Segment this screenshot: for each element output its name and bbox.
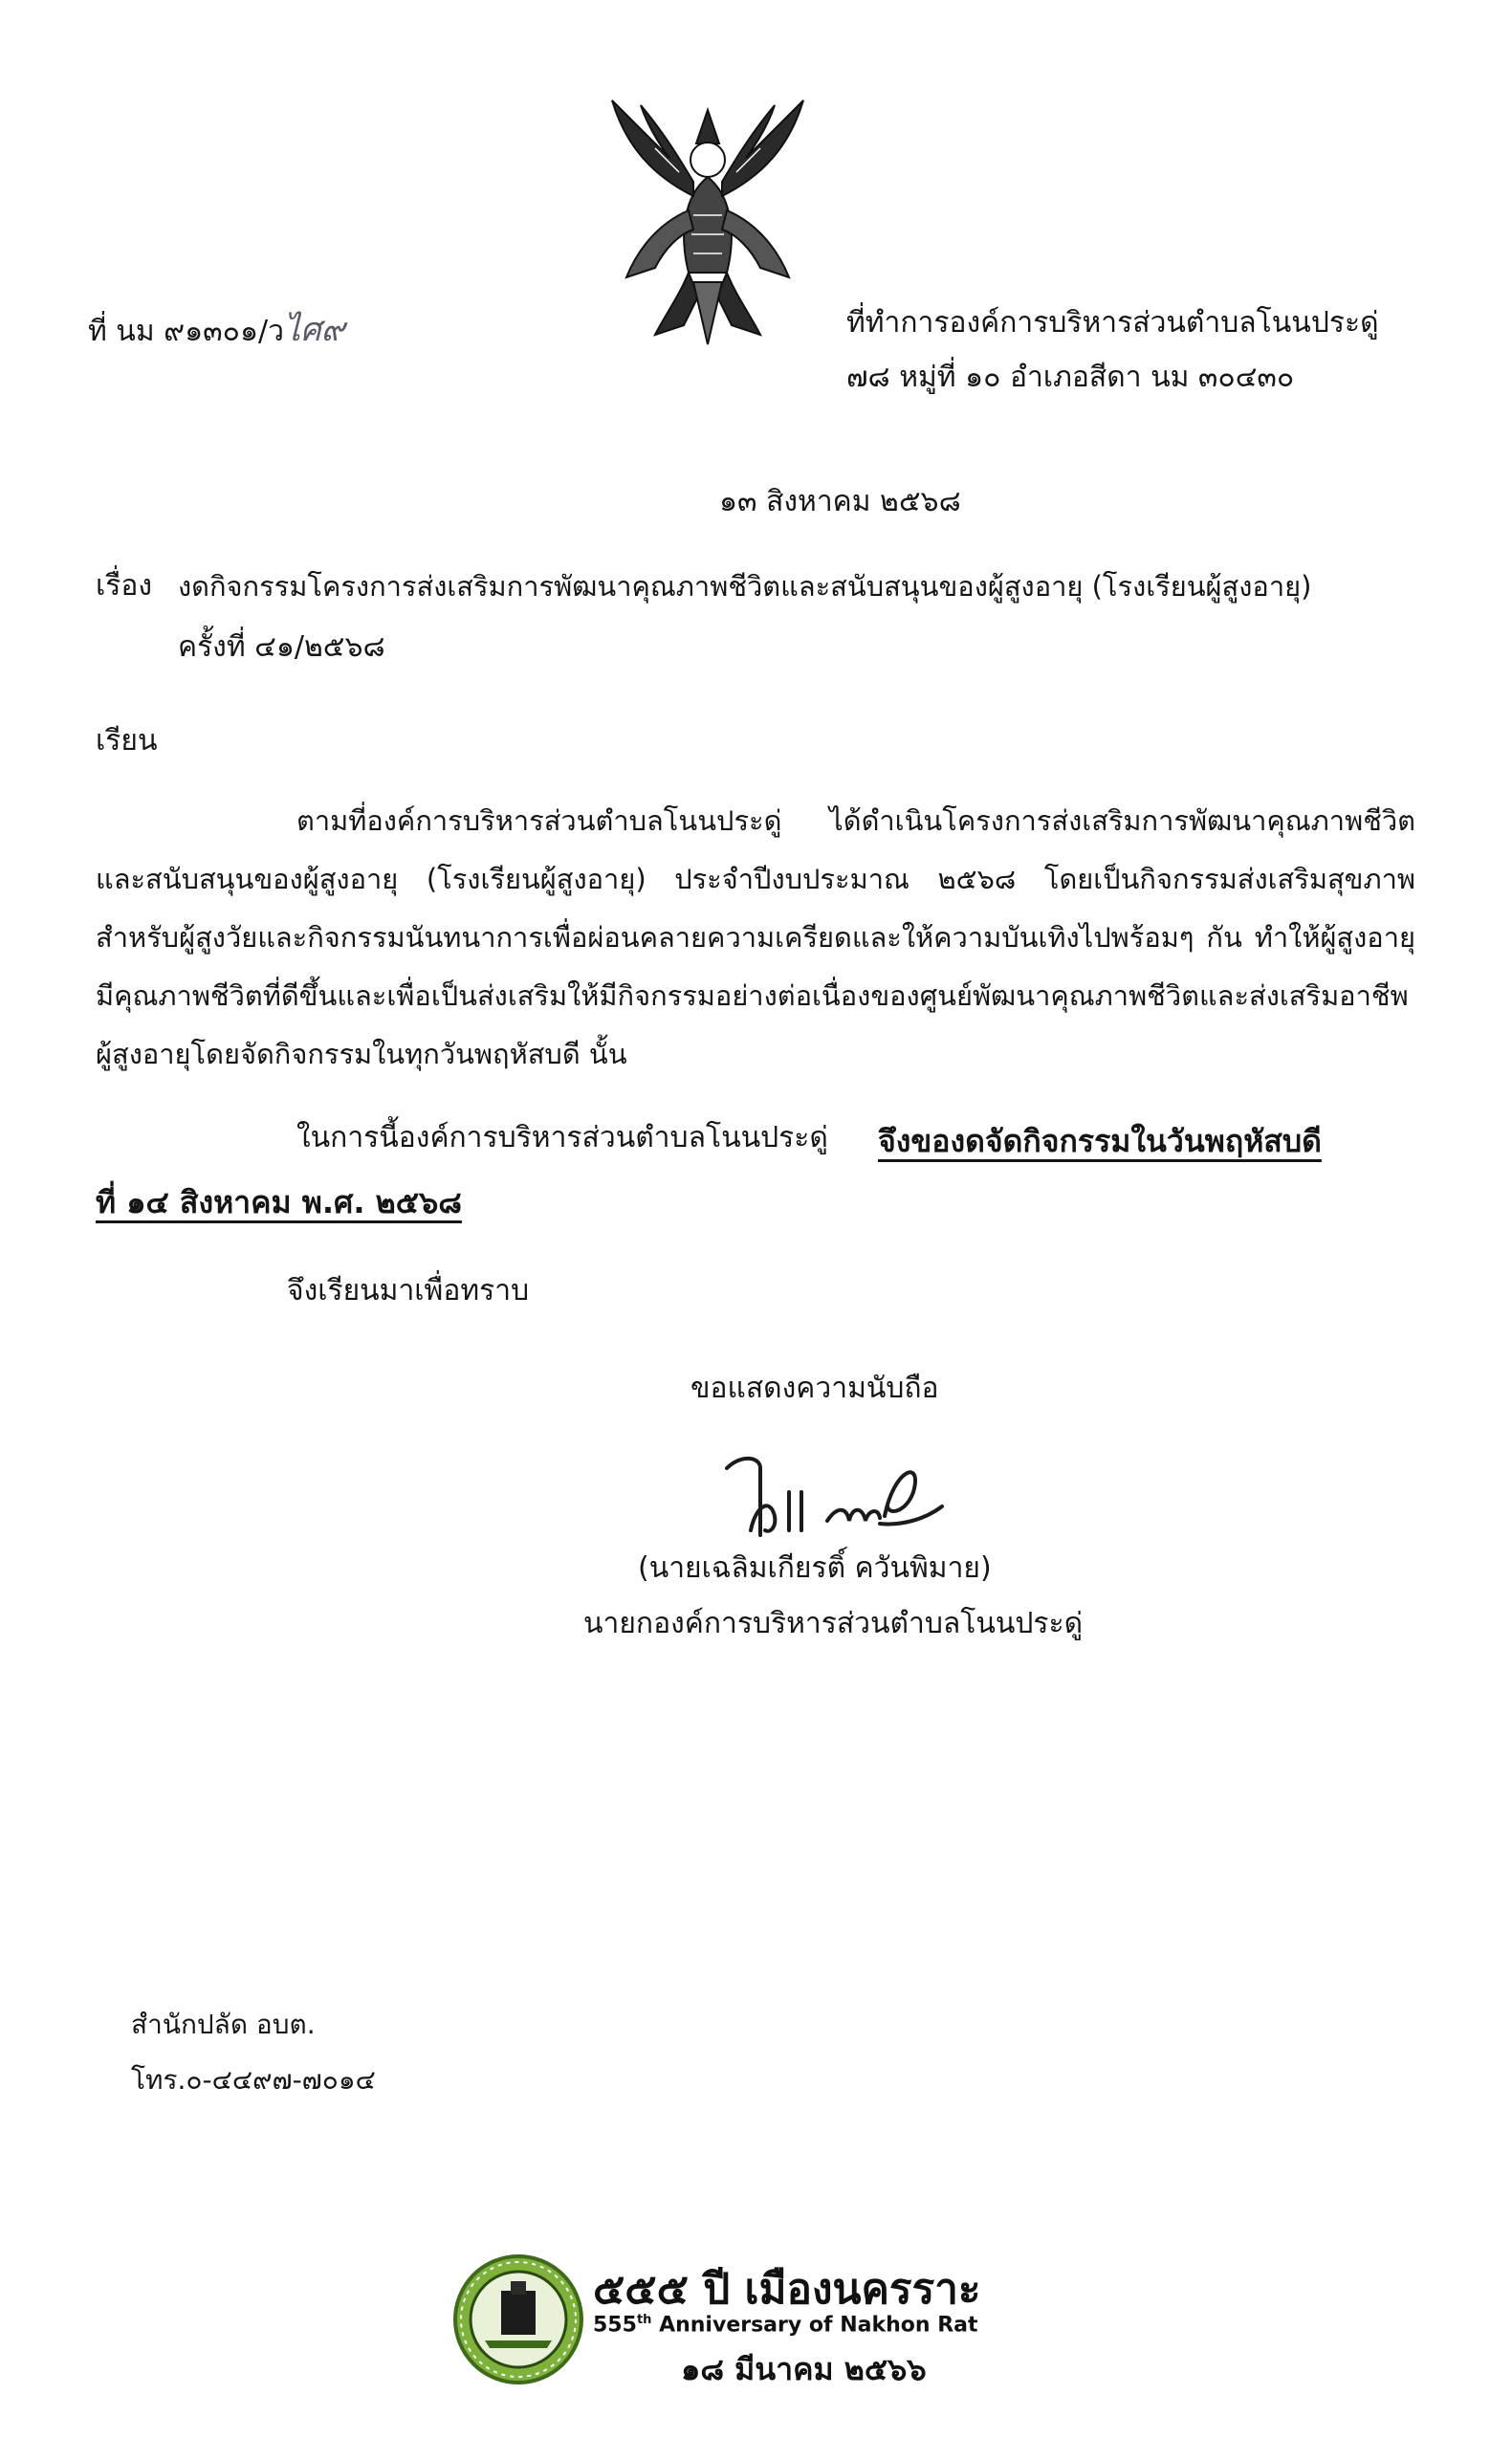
subject-line2: ครั้งที่ ๔๑/๒๕๖๘: [178, 630, 385, 664]
signer-name: (นายเฉลิมเกียรติ์ ควันพิมาย): [638, 1551, 992, 1585]
footer-title-english: [593, 2313, 978, 2337]
footer-title-suffix: th: [636, 2313, 652, 2327]
letter-date: ๑๓ สิงหาคม ๒๕๖๘: [719, 485, 961, 518]
ref-prefix: ที่ นม ๙๑๓๐๑/ว: [88, 315, 284, 348]
footer-date: ๑๘ มีนาคม ๒๕๖๖: [681, 2351, 927, 2387]
salutation: เรียน: [96, 724, 158, 758]
body-paragraph-2-emphasis-2: ที่ ๑๔ สิงหาคม พ.ศ. ๒๕๖๘: [96, 1184, 462, 1220]
footer-title-thai: ๕๕๕ ปี เมืองนครราะ: [593, 2265, 981, 2314]
footer-title-rest: Anniversary of Nakhon Rat: [651, 2313, 978, 2338]
anniversary-seal-icon: [451, 2252, 585, 2386]
contact-department: สำนักปลัด อบต.: [131, 2009, 316, 2040]
garuda-emblem-icon: [598, 91, 818, 349]
handwritten-signature: [717, 1439, 947, 1545]
closing-line: จึงเรียนมาเพื่อทราบ: [287, 1274, 530, 1307]
body-paragraph-1: ตามที่องค์การบริหารส่วนตำบลโนนประดู่ ได้ดำเนินโครงการส่งเสริมการพัฒนาคุณภาพชีวิตและสนับสนุนของผู้สูงอายุ (โรงเรียนผู้สูงอายุ) ประจำปีงบประมาณ ๒๕๖๘ โดยเป็นกิจกรรมส่งเสริมสุขภาพสำหรับผู้สูงวัยและกิจกรรมนันทนาการเพื่อผ่อนคลายความเครียดและให้ความบันเทิงไปพร้อมๆ กัน ทำให้ผู้สูงอายุมีคุณภาพชีวิตที่ดีขึ้นและเพื่อเป็นส่งเสริมให้มีกิจกรรมอย่างต่อเนื่องของศูนย์พัฒนาคุณภาพชีวิตและส่งเสริมอาชีพผู้สูงอายุโดยจัดกิจกรรมในทุกวันพฤหัสบดี นั้น: [96, 804, 1415, 1070]
reference-number: [88, 311, 345, 351]
body-paragraph-2-emphasis-1: จึงของดจัดกิจกรรมในวันพฤหัสบดี: [878, 1123, 1322, 1159]
office-address-line1: ที่ทำการองค์การบริหารส่วนตำบลโนนประดู่: [846, 306, 1379, 340]
contact-phone: โทร.๐-๔๔๙๗-๗๐๑๔: [131, 2064, 376, 2096]
signer-title: นายกองค์การบริหารส่วนตำบลโนนประดู่: [583, 1607, 1084, 1640]
subject-line1: งดกิจกรรมโครงการส่งเสริมการพัฒนาคุณภาพชีวิตและสนับสนุนของผู้สูงอายุ (โรงเรียนผู้สูงอายุ): [178, 570, 1312, 603]
ref-handwritten: ไศ๙: [283, 311, 345, 349]
subject-label: เรื่อง: [96, 569, 153, 603]
office-address-line2: ๗๘ หมู่ที่ ๑๐ อำเภอสีดา นม ๓๐๔๓๐: [846, 361, 1295, 394]
regards: ขอแสดงความนับถือ: [690, 1372, 939, 1405]
body-paragraph-2-plain: ในการนี้องค์การบริหารส่วนตำบลโนนประดู่: [296, 1121, 828, 1154]
footer-title-number: 555: [593, 2313, 637, 2338]
